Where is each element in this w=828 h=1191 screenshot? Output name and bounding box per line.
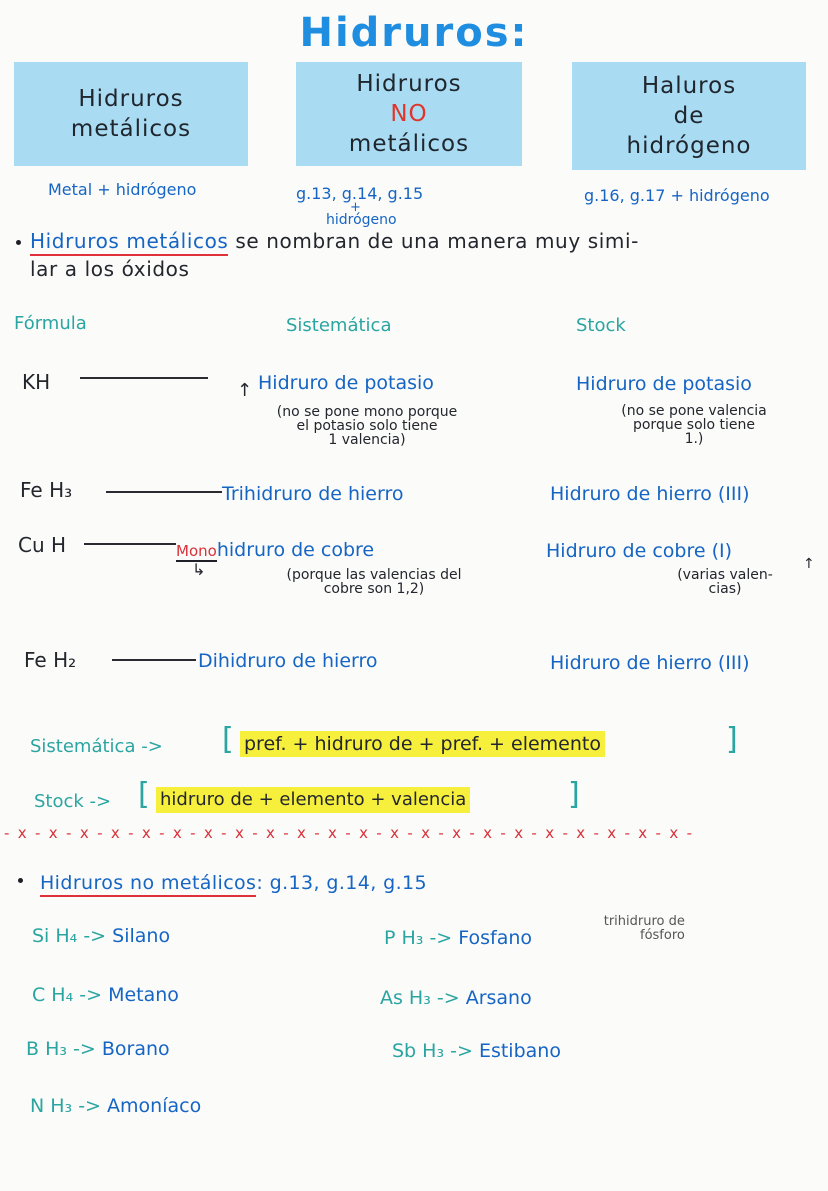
box-metal-hydrides (14, 62, 248, 166)
kh-stock-note-line3: 1.) (684, 431, 704, 447)
side-note-line2: fósforo (640, 928, 685, 943)
note-halides: g.16, g.17 + hidrógeno (584, 186, 770, 205)
compound-name: Estibano (478, 1040, 561, 1062)
header-stock: Stock (576, 315, 626, 336)
list-item (392, 1040, 561, 1062)
kh-sis-note-line1: (no se pone mono porque (276, 404, 458, 420)
compound-name: Fosfano (458, 927, 533, 949)
formula-cuh: Cu H (18, 533, 67, 557)
kh-sis-note (228, 405, 506, 447)
rule-stock-formula: hidruro de + elemento + valencia (156, 787, 470, 813)
box-halides-line1: Haluros (641, 73, 737, 99)
cuh-prefix: Mono (176, 542, 217, 560)
cuh-sis-note-line2: cobre son 1,2) (323, 581, 425, 597)
rule-sistematica-open: [ (222, 722, 234, 757)
connector-line (112, 659, 196, 661)
intro-rest: se nombran de una manera muy simi- (228, 229, 639, 253)
side-note-line1: trihidruro de (603, 914, 685, 929)
list-item (30, 1095, 201, 1117)
cuh-stock: Hidruro de cobre (I) (546, 540, 733, 562)
cuh-stock-note-line1: (varias valen- (677, 567, 773, 583)
rule-stock-close: ] (568, 777, 580, 812)
kh-sistematica: Hidruro de potasio (258, 372, 434, 394)
feh2-stock: Hidruro de hierro (III) (550, 652, 750, 674)
note-nonmetal-groups: g.13, g.14, g.15 (296, 184, 424, 203)
intro-term: Hidruros metálicos (30, 229, 228, 256)
cuh-sistematica (176, 539, 374, 561)
cuh-sistematica-rest: hidruro de cobre (216, 539, 375, 561)
compound-formula: As H₃ -> (380, 987, 460, 1009)
compound-formula: B H₃ -> (26, 1038, 96, 1060)
header-formula: Fórmula (14, 313, 87, 334)
kh-sis-note-line3: 1 valencia) (328, 432, 406, 448)
kh-stock: Hidruro de potasio (576, 373, 752, 395)
compound-name: Silano (112, 925, 171, 947)
list-item (384, 927, 532, 949)
connector-line (80, 377, 208, 379)
compound-name: Amoníaco (107, 1095, 202, 1117)
kh-sis-note-line2: el potasio solo tiene (296, 418, 438, 434)
bullet (18, 878, 23, 883)
nonmetal-heading (40, 872, 427, 894)
compound-formula: P H₃ -> (384, 927, 453, 949)
compound-name: Metano (108, 984, 179, 1006)
nonmetal-heading-term: Hidruros no metálicos (40, 872, 256, 897)
list-item (32, 984, 179, 1006)
kh-stock-note-line2: porque solo tiene (632, 417, 756, 433)
note-metal: Metal + hidrógeno (48, 180, 197, 199)
cuh-stock-note-line2: cias) (708, 581, 742, 597)
connector-line (84, 543, 176, 545)
list-item (32, 925, 170, 947)
section-separator: - x - x - x - x - x - x - x - x - x - x - x - x - x - x - x - x - x - x - x - x - x - x - (4, 824, 694, 842)
box-hydrogen-halides (572, 62, 806, 170)
box-nonmetal-line3: metálicos (348, 131, 470, 157)
cuh-stock-note (650, 568, 800, 596)
note-nonmetal-plus: + (350, 200, 361, 215)
list-item (380, 987, 532, 1009)
feh2-sistematica: Dihidruro de hierro (198, 650, 378, 672)
kh-stock-note-line1: (no se pone valencia (621, 403, 767, 419)
rule-stock-label: Stock -> (34, 791, 112, 812)
rule-sistematica-close: ] (726, 722, 738, 757)
nonmetal-groups: : g.13, g.14, g.15 (256, 872, 428, 894)
kh-stock-note (578, 404, 810, 446)
kh-arrow-up: ↑ (237, 380, 253, 401)
feh3-sistematica: Trihidruro de hierro (222, 483, 404, 505)
cuh-stock-arrow: ↑ (803, 556, 815, 572)
cuh-sis-arrow: ↳ (192, 560, 206, 579)
box-metal-line1: Hidruros (78, 86, 184, 112)
compound-formula: Sb H₃ -> (392, 1040, 473, 1062)
cuh-sis-note-line1: (porque las valencias del (286, 567, 462, 583)
box-nonmetal-line1: Hidruros (356, 71, 462, 97)
box-halides-line2: de (673, 103, 705, 129)
compound-formula: C H₄ -> (32, 984, 103, 1006)
rule-sistematica-formula: pref. + hidruro de + pref. + elemento (240, 731, 605, 757)
compound-formula: N H₃ -> (30, 1095, 101, 1117)
bullet (16, 240, 21, 245)
box-nonmetal-hydrides (296, 62, 522, 166)
connector-line (106, 491, 222, 493)
intro-line2: lar a los óxidos (30, 257, 190, 281)
rule-sistematica-label: Sistemática -> (30, 736, 163, 757)
formula-feh3: Fe H₃ (20, 478, 73, 502)
compound-formula: Si H₄ -> (32, 925, 107, 947)
list-item (26, 1038, 170, 1060)
compound-name: Arsano (465, 987, 532, 1009)
side-note (580, 915, 685, 943)
intro-line1 (30, 229, 639, 253)
compound-name: Borano (101, 1038, 170, 1060)
rule-stock-open: [ (138, 777, 150, 812)
box-metal-line2: metálicos (70, 116, 192, 142)
feh3-stock: Hidruro de hierro (III) (550, 483, 750, 505)
page-title: Hidruros: (299, 10, 529, 56)
header-sistematica: Sistemática (286, 315, 392, 336)
box-halides-line3: hidrógeno (626, 133, 752, 159)
note-nonmetal-hydrogen: hidrógeno (326, 212, 397, 228)
box-nonmetal-no: NO (390, 101, 428, 127)
formula-kh: KH (22, 370, 51, 394)
formula-feh2: Fe H₂ (24, 648, 77, 672)
cuh-sis-note (212, 568, 536, 596)
